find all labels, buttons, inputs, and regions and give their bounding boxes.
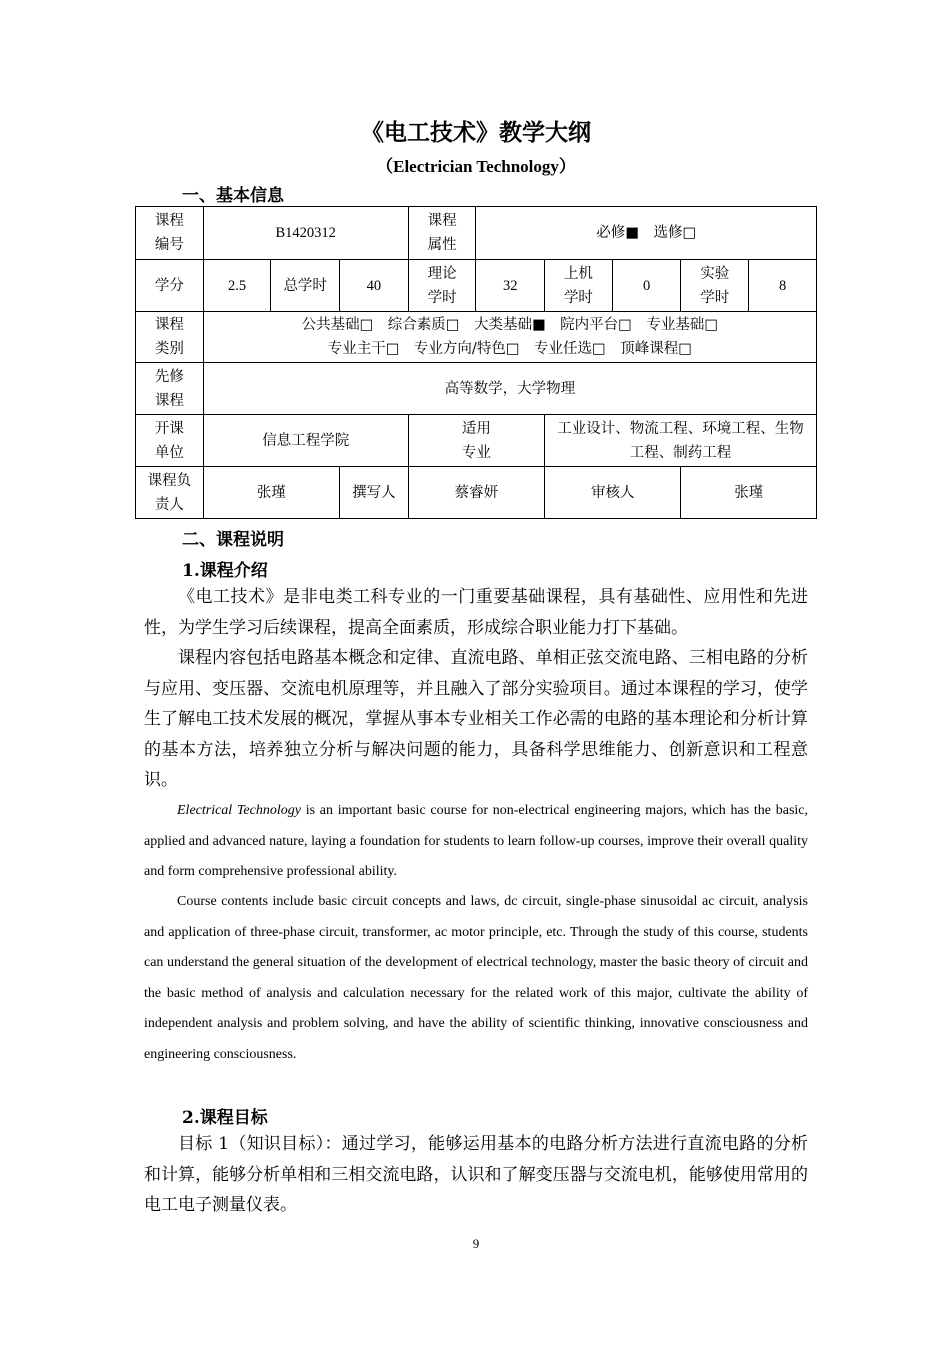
computer-hours-label: 上机 学时: [545, 260, 613, 312]
credit-value: 2.5: [203, 260, 271, 312]
course-owner-value: 张瑾: [203, 467, 339, 519]
basic-info-table: [135, 206, 817, 519]
course-attr-label: 课程 属性: [408, 207, 476, 260]
paragraph-intro-cn-2: 课程内容包括电路基本概念和定律、直流电路、单相正弦交流电路、三相电路的分析与应用、变压器、交流电机原理等，并且融入了部分实验项目。通过本课程的学习，使学生了解电工技术发展的概况，掌握从事本专业相关工作必需的电路的基本理论和分析计算的基本方法，培养独立分析与解决问题的能力，具备科学思维能力、创新意识和工程意识。: [144, 648, 808, 790]
total-hours-label: 总学时: [271, 260, 340, 312]
applicable-major-value: 工业设计、物流工程、环境工程、生物工程、制药工程: [545, 415, 817, 467]
subheading-course-intro: 1.课程介绍: [182, 561, 268, 581]
reviewer-value: 张瑾: [681, 467, 817, 519]
computer-hours-value: 0: [612, 260, 681, 312]
course-category-label: 课程 类别: [136, 312, 204, 363]
table-row: [136, 312, 817, 363]
reviewer-label: 审核人: [545, 467, 681, 519]
theory-hours-value: 32: [476, 260, 545, 312]
table-row: [136, 207, 817, 260]
section-heading-basic-info: 一、基本信息: [182, 186, 284, 206]
prerequisite-value: 高等数学，大学物理: [203, 363, 816, 415]
category-line-2: 专业主干□ 专业方向/特色□ 专业任选□ 顶峰课程□: [327, 341, 692, 357]
writer-label: 撰写人: [340, 467, 409, 519]
table-row: [136, 467, 817, 519]
department-value: 信息工程学院: [203, 415, 408, 467]
document-title: 《电工技术》教学大纲: [361, 119, 591, 146]
total-hours-value: 40: [340, 260, 409, 312]
writer-value: 蔡睿妍: [408, 467, 544, 519]
prerequisite-label: 先修 课程: [136, 363, 204, 415]
category-line-1: 公共基础□ 综合素质□ 大类基础■ 院内平台□ 专业基础□: [301, 317, 719, 333]
document-subtitle: （Electrician Technology）: [376, 157, 576, 176]
table-row: [136, 363, 817, 415]
lab-hours-label: 实验 学时: [681, 260, 749, 312]
course-code-value: B1420312: [203, 207, 408, 260]
paragraph-objective-1: 目标 1（知识目标）：通过学习，能够运用基本的电路分析方法进行直流电路的分析和计算，能够分析单相和三相交流电路，认识和了解变压器与交流电机，能够使用常用的电工电子测量仪表。: [144, 1134, 808, 1215]
subheading-course-objectives: 2.课程目标: [182, 1108, 268, 1128]
theory-hours-label: 理论 学时: [408, 260, 476, 312]
course-owner-label: 课程负 责人: [136, 467, 204, 519]
lab-hours-value: 8: [749, 260, 817, 312]
table-row: [136, 260, 817, 312]
course-name-italic: Electrical Technology: [177, 803, 301, 818]
paragraph-intro-en-1-text: is an important basic course for non-electrical engineering majors, which has the basic, applied and advanced nature, laying a foundation for students to learn follow-up courses, improve their overall quality and form comprehensive professional ability.: [144, 803, 808, 879]
course-attr-value: 必修■ 选修□: [476, 207, 817, 260]
course-code-label: 课程 编号: [136, 207, 204, 260]
department-label: 开课 单位: [136, 415, 204, 467]
credit-label: 学分: [136, 260, 204, 312]
paragraph-intro-en-1: [144, 796, 808, 888]
page-number: 9: [472, 1236, 480, 1251]
applicable-major-label: 适用 专业: [408, 415, 544, 467]
section-heading-course-description: 二、课程说明: [182, 530, 284, 550]
paragraph-intro-cn-1: 《电工技术》是非电类工科专业的一门重要基础课程，具有基础性、应用性和先进性，为学生学习后续课程，提高全面素质，形成综合职业能力打下基础。: [144, 587, 808, 638]
course-category-value: [203, 312, 816, 363]
paragraph-intro-en-2: Course contents include basic circuit concepts and laws, dc circuit, single-phase sinusoidal ac circuit, analysis and application of three-phase circuit, transformer, ac motor principle, etc. Through the study of this course, students can understand the general situation of the development of electrical technology, master the basic theory of circuit and the basic method of analysis and calculation necessary for the related work of this major, cultivate the ability of independent analysis and problem solving, and have the ability of scientific thinking, innovative consciousness and engineering consciousness.: [144, 894, 808, 1062]
table-row: [136, 415, 817, 467]
